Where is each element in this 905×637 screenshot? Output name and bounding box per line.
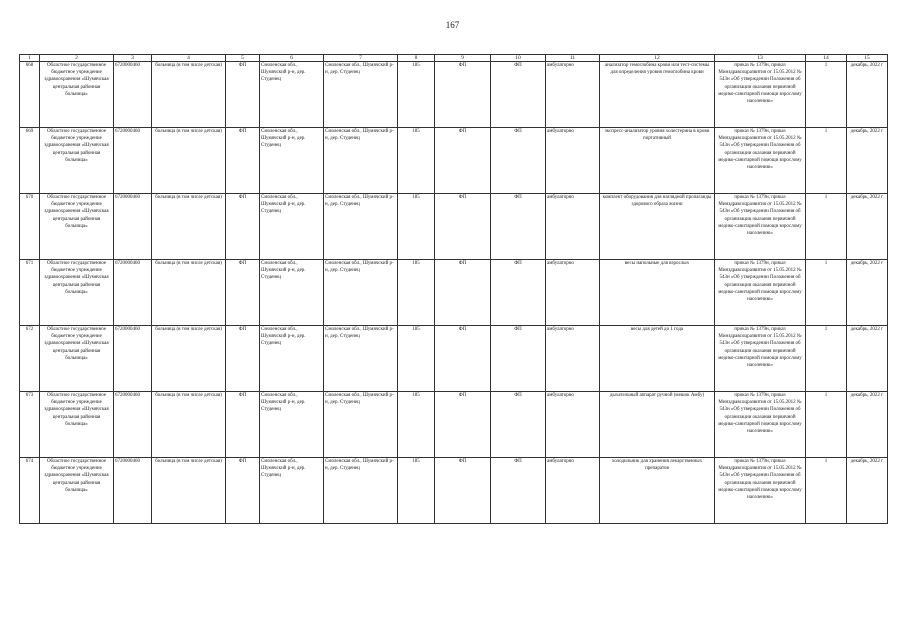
organization-cell: Областное государственное бюджетное учреждение здравоохранения «Шумячская центральная районная больница»: [40, 128, 114, 194]
value-cell: 185: [398, 62, 435, 128]
legal-basis-cell: приказ № 1379н, приказ Минздравсоцразвития от 15.05.2012 № 543н «Об утверждении Положения об организации оказания первичной медико-санитарной помощи взрослому населению»: [715, 392, 806, 458]
facility-type-cell: больница (в том числе детская): [152, 458, 226, 524]
row-number-cell: 669: [20, 128, 40, 194]
column-header: 1: [20, 55, 40, 62]
care-type-cell: амбулаторно: [546, 392, 600, 458]
facility-type-cell: больница (в том числе детская): [152, 194, 226, 260]
unit-cell: ФП: [226, 62, 260, 128]
code-cell: 6720000460: [114, 260, 152, 326]
column-header: 3: [114, 55, 152, 62]
equipment-cell: комплект оборудования для наглядной пропаганды здорового образа жизни: [600, 194, 715, 260]
date-cell: декабрь, 2022 г: [847, 260, 888, 326]
quantity-cell: 1: [806, 260, 847, 326]
location-cell: Смоленская обл., Шумячский р-н, дер. Студенец: [324, 260, 398, 326]
date-cell: декабрь, 2022 г: [847, 458, 888, 524]
table-row: [20, 458, 888, 524]
location-cell: Смоленская обл., Шумячский р-н, дер. Студенец: [324, 194, 398, 260]
equipment-cell: холодильник для хранения лекарственных препаратов: [600, 458, 715, 524]
legal-basis-cell: приказ № 1379н, приказ Минздравсоцразвития от 15.05.2012 № 543н «Об утверждении Положения об организации оказания первичной медико-санитарной помощи взрослому населению»: [715, 128, 806, 194]
table-row: [20, 62, 888, 128]
location-cell: Смоленская обл., Шумячский р-н, дер. Студенец: [324, 458, 398, 524]
page-number: 167: [445, 20, 460, 30]
equipment-cell: весы для детей до 1 года: [600, 326, 715, 392]
column-header: 12: [600, 55, 715, 62]
row-number-cell: 668: [20, 62, 40, 128]
column-header: 5: [226, 55, 260, 62]
facility-type-cell: больница (в том числе детская): [152, 260, 226, 326]
facility-type-cell: больница (в том числе детская): [152, 392, 226, 458]
column-header: 9: [435, 55, 491, 62]
table-row: [20, 326, 888, 392]
date-cell: декабрь, 2022 г: [847, 392, 888, 458]
unit-cell: ФП: [226, 458, 260, 524]
row-number-cell: 672: [20, 326, 40, 392]
organization-cell: Областное государственное бюджетное учреждение здравоохранения «Шумячская центральная районная больница»: [40, 260, 114, 326]
facility-type-cell: больница (в том числе детская): [152, 326, 226, 392]
equipment-cell: весы напольные для взрослых: [600, 260, 715, 326]
care-type-cell: амбулаторно: [546, 128, 600, 194]
facility-type-cell: больница (в том числе детская): [152, 128, 226, 194]
equipment-cell: дыхательный аппарат ручной (мешок Амбу): [600, 392, 715, 458]
row-number-cell: 674: [20, 458, 40, 524]
table-row: [20, 194, 888, 260]
column-header: 8: [398, 55, 435, 62]
care-type-cell: амбулаторно: [546, 458, 600, 524]
unit-cell: ФП: [435, 260, 491, 326]
location-cell: Смоленская обл., Шумячский р-н, дер. Студенец: [324, 62, 398, 128]
unit-cell: ФП: [435, 326, 491, 392]
column-number-row: [20, 55, 888, 62]
equipment-register-table: [19, 54, 888, 524]
column-header: 4: [152, 55, 226, 62]
unit-cell: ФП: [435, 458, 491, 524]
organization-cell: Областное государственное бюджетное учреждение здравоохранения «Шумячская центральная районная больница»: [40, 62, 114, 128]
column-header: 6: [260, 55, 324, 62]
unit-cell: ФП: [226, 260, 260, 326]
column-header: 15: [847, 55, 888, 62]
unit-cell: ФП: [491, 260, 546, 326]
organization-cell: Областное государственное бюджетное учреждение здравоохранения «Шумячская центральная районная больница»: [40, 326, 114, 392]
unit-cell: ФП: [435, 128, 491, 194]
date-cell: декабрь, 2022 г: [847, 194, 888, 260]
unit-cell: ФП: [491, 326, 546, 392]
unit-cell: ФП: [491, 62, 546, 128]
code-cell: 6720000460: [114, 326, 152, 392]
unit-cell: ФП: [491, 194, 546, 260]
organization-cell: Областное государственное бюджетное учреждение здравоохранения «Шумячская центральная районная больница»: [40, 458, 114, 524]
value-cell: 185: [398, 194, 435, 260]
quantity-cell: 1: [806, 326, 847, 392]
legal-basis-cell: приказ № 1379н, приказ Минздравсоцразвития от 15.05.2012 № 543н «Об утверждении Положения об организации оказания первичной медико-санитарной помощи взрослому населению»: [715, 326, 806, 392]
location-cell: Смоленская обл., Шумячский р-н, дер. Студенец: [324, 326, 398, 392]
unit-cell: ФП: [226, 392, 260, 458]
quantity-cell: 1: [806, 392, 847, 458]
row-number-cell: 673: [20, 392, 40, 458]
register-body: [20, 62, 888, 524]
unit-cell: ФП: [226, 194, 260, 260]
table-row: [20, 128, 888, 194]
equipment-cell: экспресс-анализатор уровня холестерина в крови портативный: [600, 128, 715, 194]
unit-cell: ФП: [226, 326, 260, 392]
address-cell: Смоленская обл., Шумячский р-н, дер. Студенец: [260, 62, 324, 128]
organization-cell: Областное государственное бюджетное учреждение здравоохранения «Шумячская центральная районная больница»: [40, 392, 114, 458]
legal-basis-cell: приказ № 1379н, приказ Минздравсоцразвития от 15.05.2012 № 543н «Об утверждении Положения об организации оказания первичной медико-санитарной помощи взрослому населению»: [715, 194, 806, 260]
value-cell: 185: [398, 260, 435, 326]
value-cell: 185: [398, 326, 435, 392]
code-cell: 6720000460: [114, 392, 152, 458]
unit-cell: ФП: [435, 392, 491, 458]
value-cell: 185: [398, 128, 435, 194]
quantity-cell: 1: [806, 194, 847, 260]
column-header: 10: [491, 55, 546, 62]
date-cell: декабрь, 2022 г: [847, 62, 888, 128]
column-header: 13: [715, 55, 806, 62]
address-cell: Смоленская обл., Шумячский р-н, дер. Студенец: [260, 326, 324, 392]
location-cell: Смоленская обл., Шумячский р-н, дер. Студенец: [324, 128, 398, 194]
equipment-cell: анализатор гемоглобина крови или тест-системы для определения уровня гемоглобина крови: [600, 62, 715, 128]
location-cell: Смоленская обл., Шумячский р-н, дер. Студенец: [324, 392, 398, 458]
code-cell: 6720000460: [114, 62, 152, 128]
code-cell: 6720000460: [114, 128, 152, 194]
address-cell: Смоленская обл., Шумячский р-н, дер. Студенец: [260, 194, 324, 260]
legal-basis-cell: приказ № 1379н, приказ Минздравсоцразвития от 15.05.2012 № 543н «Об утверждении Положения об организации оказания первичной медико-санитарной помощи взрослому населению»: [715, 458, 806, 524]
address-cell: Смоленская обл., Шумячский р-н, дер. Студенец: [260, 260, 324, 326]
column-header: 11: [546, 55, 600, 62]
quantity-cell: 1: [806, 458, 847, 524]
care-type-cell: амбулаторно: [546, 260, 600, 326]
code-cell: 6720000460: [114, 458, 152, 524]
unit-cell: ФП: [491, 392, 546, 458]
quantity-cell: 1: [806, 62, 847, 128]
unit-cell: ФП: [491, 128, 546, 194]
column-header: 7: [324, 55, 398, 62]
address-cell: Смоленская обл., Шумячский р-н, дер. Студенец: [260, 458, 324, 524]
value-cell: 185: [398, 392, 435, 458]
unit-cell: ФП: [226, 128, 260, 194]
legal-basis-cell: приказ № 1379н, приказ Минздравсоцразвития от 15.05.2012 № 543н «Об утверждении Положения об организации оказания первичной медико-санитарной помощи взрослому населению»: [715, 260, 806, 326]
value-cell: 185: [398, 458, 435, 524]
care-type-cell: амбулаторно: [546, 62, 600, 128]
legal-basis-cell: приказ № 1379н, приказ Минздравсоцразвития от 15.05.2012 № 543н «Об утверждении Положения об организации оказания первичной медико-санитарной помощи взрослому населению»: [715, 62, 806, 128]
row-number-cell: 671: [20, 260, 40, 326]
code-cell: 6720000460: [114, 194, 152, 260]
unit-cell: ФП: [491, 458, 546, 524]
column-header: 2: [40, 55, 114, 62]
unit-cell: ФП: [435, 194, 491, 260]
care-type-cell: амбулаторно: [546, 326, 600, 392]
table-row: [20, 260, 888, 326]
address-cell: Смоленская обл., Шумячский р-н, дер. Студенец: [260, 392, 324, 458]
address-cell: Смоленская обл., Шумячский р-н, дер. Студенец: [260, 128, 324, 194]
quantity-cell: 1: [806, 128, 847, 194]
facility-type-cell: больница (в том числе детская): [152, 62, 226, 128]
date-cell: декабрь, 2022 г: [847, 326, 888, 392]
unit-cell: ФП: [435, 62, 491, 128]
organization-cell: Областное государственное бюджетное учреждение здравоохранения «Шумячская центральная районная больница»: [40, 194, 114, 260]
date-cell: декабрь, 2022 г: [847, 128, 888, 194]
row-number-cell: 670: [20, 194, 40, 260]
table-row: [20, 392, 888, 458]
column-header: 14: [806, 55, 847, 62]
care-type-cell: амбулаторно: [546, 194, 600, 260]
